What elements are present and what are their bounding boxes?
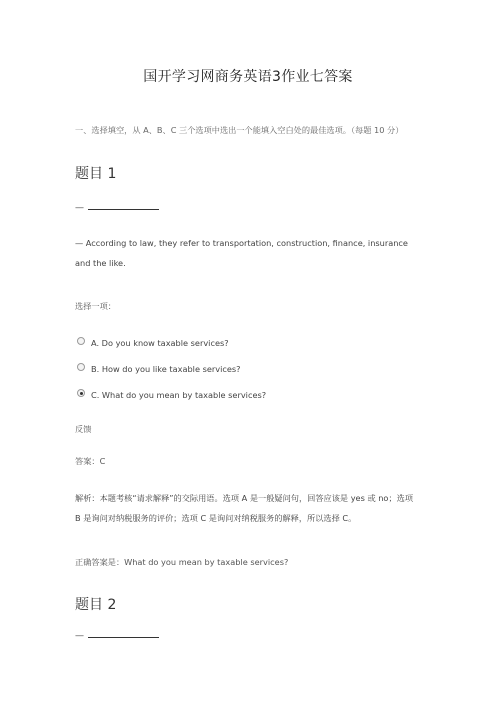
section-instructions: 一、选择填空，从 A、B、C 三个选项中选出一个能填入空白处的最佳选项。（每题 10 分）	[75, 125, 404, 135]
radio-unchecked-icon[interactable]	[77, 337, 85, 345]
blank-prefix: —	[75, 203, 84, 213]
question-1-heading: 题目 1	[75, 166, 117, 182]
radio-checked-icon[interactable]	[77, 389, 85, 397]
option-c[interactable]	[77, 390, 266, 400]
option-a-label: A. Do you know taxable services?	[91, 338, 229, 348]
blank-line	[88, 200, 159, 210]
option-b[interactable]	[77, 364, 241, 374]
answer-text: 答案：C	[75, 456, 106, 466]
feedback-label: 反馈	[75, 424, 92, 434]
correct-answer-text: 正确答案是：What do you mean by taxable services?	[75, 557, 289, 567]
analysis-text: 解析：本题考核“请求解释”的交际用语。选项 A 是一般疑问句，回答应该是 yes 或 no；选项 B 是询问对纳税服务的评价；选项 C 是询问对纳税服务的解释，所以选择 C。	[75, 493, 414, 523]
blank-prefix: —	[75, 631, 84, 641]
option-b-label: B. How do you like taxable services?	[91, 364, 241, 374]
radio-unchecked-icon[interactable]	[77, 363, 85, 371]
question-1-blank	[75, 200, 159, 213]
choose-one-label: 选择一项：	[75, 301, 116, 311]
question-1-prompt: — According to law, they refer to transportation, construction, finance, insurance and the like.	[75, 238, 408, 268]
option-a[interactable]	[77, 338, 229, 348]
question-2-heading: 题目 2	[75, 597, 117, 613]
question-2-blank	[75, 628, 159, 641]
page-title: 国开学习网商务英语3作业七答案	[143, 69, 353, 85]
blank-line	[88, 628, 159, 638]
option-c-label: C. What do you mean by taxable services?	[91, 390, 267, 400]
